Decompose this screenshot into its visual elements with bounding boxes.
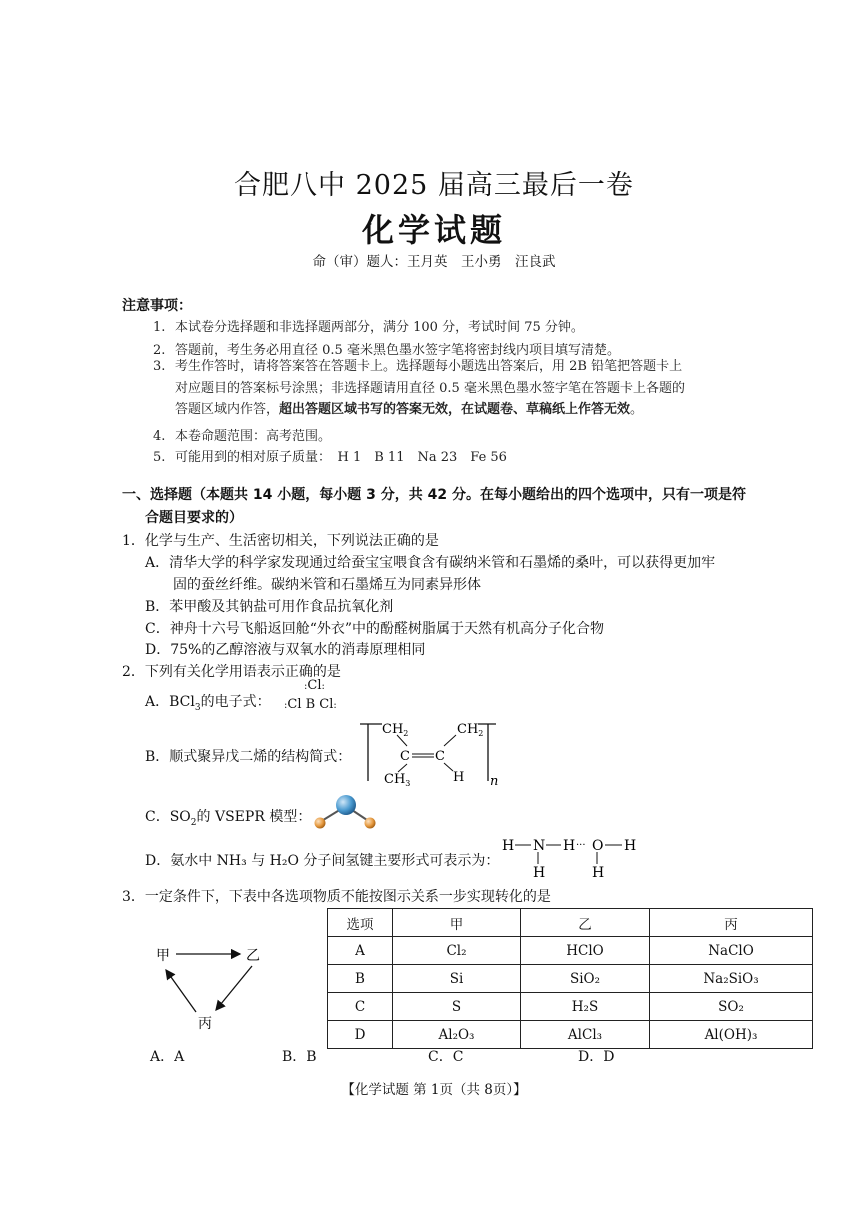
hb-h2: H xyxy=(563,838,576,854)
ch2-right: $CH_2$ xyxy=(457,722,484,738)
node-bing: 丙 xyxy=(198,1016,212,1032)
notice-item-number: 4. xyxy=(153,429,166,444)
q3-choice-a: A．A xyxy=(150,1049,185,1065)
page-footer: 【化学试题 第 1页（共 8页）】 xyxy=(341,1082,527,1098)
q2-option-a xyxy=(145,691,271,713)
notice-item-number: 1. xyxy=(153,320,166,335)
q1-option-a: A．清华大学的科学家发现通过给蚕宝宝喂食含有碳纳米管和石墨烯的桑叶，可以获得更加牢 xyxy=(145,555,716,571)
table-cell: SiO₂ xyxy=(521,965,650,993)
options-table xyxy=(327,908,813,1049)
q2-c-sub: 2 xyxy=(190,817,197,828)
notice-item-3-line2: 对应题目的答案标号涂黑；非选择题请用直径 0.5 毫米黑色墨水签字笔在答题卡上各题的 xyxy=(175,381,685,396)
table-cell: Cl₂ xyxy=(393,937,521,965)
table-cell: SO₂ xyxy=(650,993,813,1021)
q1-option-b: B．苯甲酸及其钠盐可用作食品抗氧化剂 xyxy=(145,599,394,615)
notice-item-3 xyxy=(153,355,682,374)
q3-choice-c: C．C xyxy=(428,1049,464,1065)
hb-h4: H xyxy=(533,865,546,881)
carbon-left: C xyxy=(400,749,410,764)
subject-title: 化学试题 xyxy=(361,211,506,249)
table-cell: H₂S xyxy=(521,993,650,1021)
table-row xyxy=(328,993,813,1021)
table-cell: A xyxy=(328,937,393,965)
conversion-diagram xyxy=(150,940,270,1035)
notice-item-1 xyxy=(153,316,584,335)
table-cell: Na₂SiO₃ xyxy=(650,965,813,993)
notice-item-4 xyxy=(153,425,331,444)
repeat-n: n xyxy=(490,774,499,788)
hb-h5: H xyxy=(592,865,605,881)
hb-dots: ··· xyxy=(576,840,586,851)
notice-heading: 注意事项： xyxy=(122,298,192,314)
hb-o: O xyxy=(592,838,604,854)
q3-choice-b: B．B xyxy=(282,1049,317,1065)
node-jia: 甲 xyxy=(156,948,170,964)
notice-end-text: 。 xyxy=(630,402,644,417)
table-cell: Al₂O₃ xyxy=(393,1021,521,1049)
q2-a-prefix: A． xyxy=(145,694,170,710)
table-header: 丙 xyxy=(650,909,813,937)
hydrogen: H xyxy=(453,770,465,785)
table-cell: AlCl₃ xyxy=(521,1021,650,1049)
oxygen-atom xyxy=(365,818,376,829)
notice-item-text: 考生作答时，请将答案答在答题卡上。选择题每小题选出答案后，用 2B 铅笔把答题卡上 xyxy=(175,359,683,374)
carbon-right: C xyxy=(435,749,445,764)
q3-stem: 3．一定条件下，下表中各选项物质不能按图示关系一步实现转化的是 xyxy=(122,889,551,905)
table-row xyxy=(328,937,813,965)
table-cell: NaClO xyxy=(650,937,813,965)
q2-a-formula: BCl xyxy=(169,694,195,710)
section-heading-cont: 合题目要求的） xyxy=(145,510,243,526)
table-cell: D xyxy=(328,1021,393,1049)
q2-option-c xyxy=(145,806,311,828)
notice-item-text: 答题前，考生务必用直径 0.5 毫米黑色墨水签字笔将密封线内项目填写清楚。 xyxy=(175,343,620,358)
table-header: 甲 xyxy=(393,909,521,937)
exam-title: 合肥八中 2025 届高三最后一卷 xyxy=(234,170,634,201)
notice-plain-text: 答题区域内作答， xyxy=(175,402,280,417)
table-row xyxy=(328,965,813,993)
sulfur-atom xyxy=(336,795,356,815)
notice-item-text: 可能用到的相对原子质量： H 1 B 11 Na 23 Fe 56 xyxy=(175,450,507,465)
lewis-middle: :Cl B Cl: xyxy=(284,697,337,712)
q2-a-suffix: 的电子式： xyxy=(200,694,271,710)
authors-line: 命（审）题人：王月英 王小勇 汪良武 xyxy=(312,254,556,270)
notice-bold-text: 超出答题区域书写的答案无效，在试题卷、草稿纸上作答无效 xyxy=(279,402,631,417)
table-cell: C xyxy=(328,993,393,1021)
q2-stem: 2．下列有关化学用语表示正确的是 xyxy=(122,664,341,680)
vsepr-model xyxy=(310,792,380,832)
notice-item-number: 2. xyxy=(153,343,166,358)
table-cell: Si xyxy=(393,965,521,993)
notice-item-number: 3. xyxy=(153,359,166,374)
notice-item-text: 本试卷分选择题和非选择题两部分，满分 100 分，考试时间 75 分钟。 xyxy=(175,320,584,335)
q1-option-d: D．75%的乙醇溶液与双氧水的消毒原理相同 xyxy=(145,642,426,658)
q1-stem: 1．化学与生产、生活密切相关，下列说法正确的是 xyxy=(122,533,439,549)
table-header: 乙 xyxy=(521,909,650,937)
q1-option-a-cont: 固的蚕丝纤维。碳纳米管和石墨烯互为同素异形体 xyxy=(173,577,481,593)
notice-item-5 xyxy=(153,446,507,465)
section-heading: 一、选择题（本题共 14 小题，每小题 3 分，共 42 分。在每小题给出的四个选项中，只有一项是符 xyxy=(122,487,746,503)
table-cell: HClO xyxy=(521,937,650,965)
q2-c-prefix: C． xyxy=(145,809,170,825)
notice-item-3-line3 xyxy=(175,398,643,417)
q2-c-suffix: 的 VSEPR 模型： xyxy=(196,809,312,825)
table-header: 选项 xyxy=(328,909,393,937)
node-yi: 乙 xyxy=(246,948,260,964)
notice-item-text: 本卷命题范围：高考范围。 xyxy=(175,429,332,444)
hb-n: N xyxy=(533,838,546,854)
q2-option-b: B．顺式聚异戊二烯的结构简式： xyxy=(145,749,352,765)
q2-c-formula: SO xyxy=(169,809,191,825)
hydrogen-bond-diagram xyxy=(498,832,648,882)
ch3-group: $CH_3$ xyxy=(384,772,411,788)
notice-item-number: 5. xyxy=(153,450,166,465)
oxygen-atom xyxy=(315,818,326,829)
hb-h3: H xyxy=(624,838,637,854)
q3-choice-d: D．D xyxy=(578,1049,615,1065)
table-cell: S xyxy=(393,993,521,1021)
q2-a-sub: 3 xyxy=(194,702,201,713)
table-cell: B xyxy=(328,965,393,993)
q1-option-c: C．神舟十六号飞船返回舱“外衣”中的酚醛树脂属于天然有机高分子化合物 xyxy=(145,621,605,637)
hb-h1: H xyxy=(502,838,515,854)
table-row xyxy=(328,1021,813,1049)
table-header-row xyxy=(328,909,813,937)
polymer-structure xyxy=(360,718,510,788)
table-cell: Al(OH)₃ xyxy=(650,1021,813,1049)
ch2-left: $CH_2$ xyxy=(382,722,409,738)
lewis-top-cl: :Cl: xyxy=(304,678,325,693)
q2-option-d: D．氨水中 NH₃ 与 H₂O 分子间氢键主要形式可表示为： xyxy=(145,853,500,869)
